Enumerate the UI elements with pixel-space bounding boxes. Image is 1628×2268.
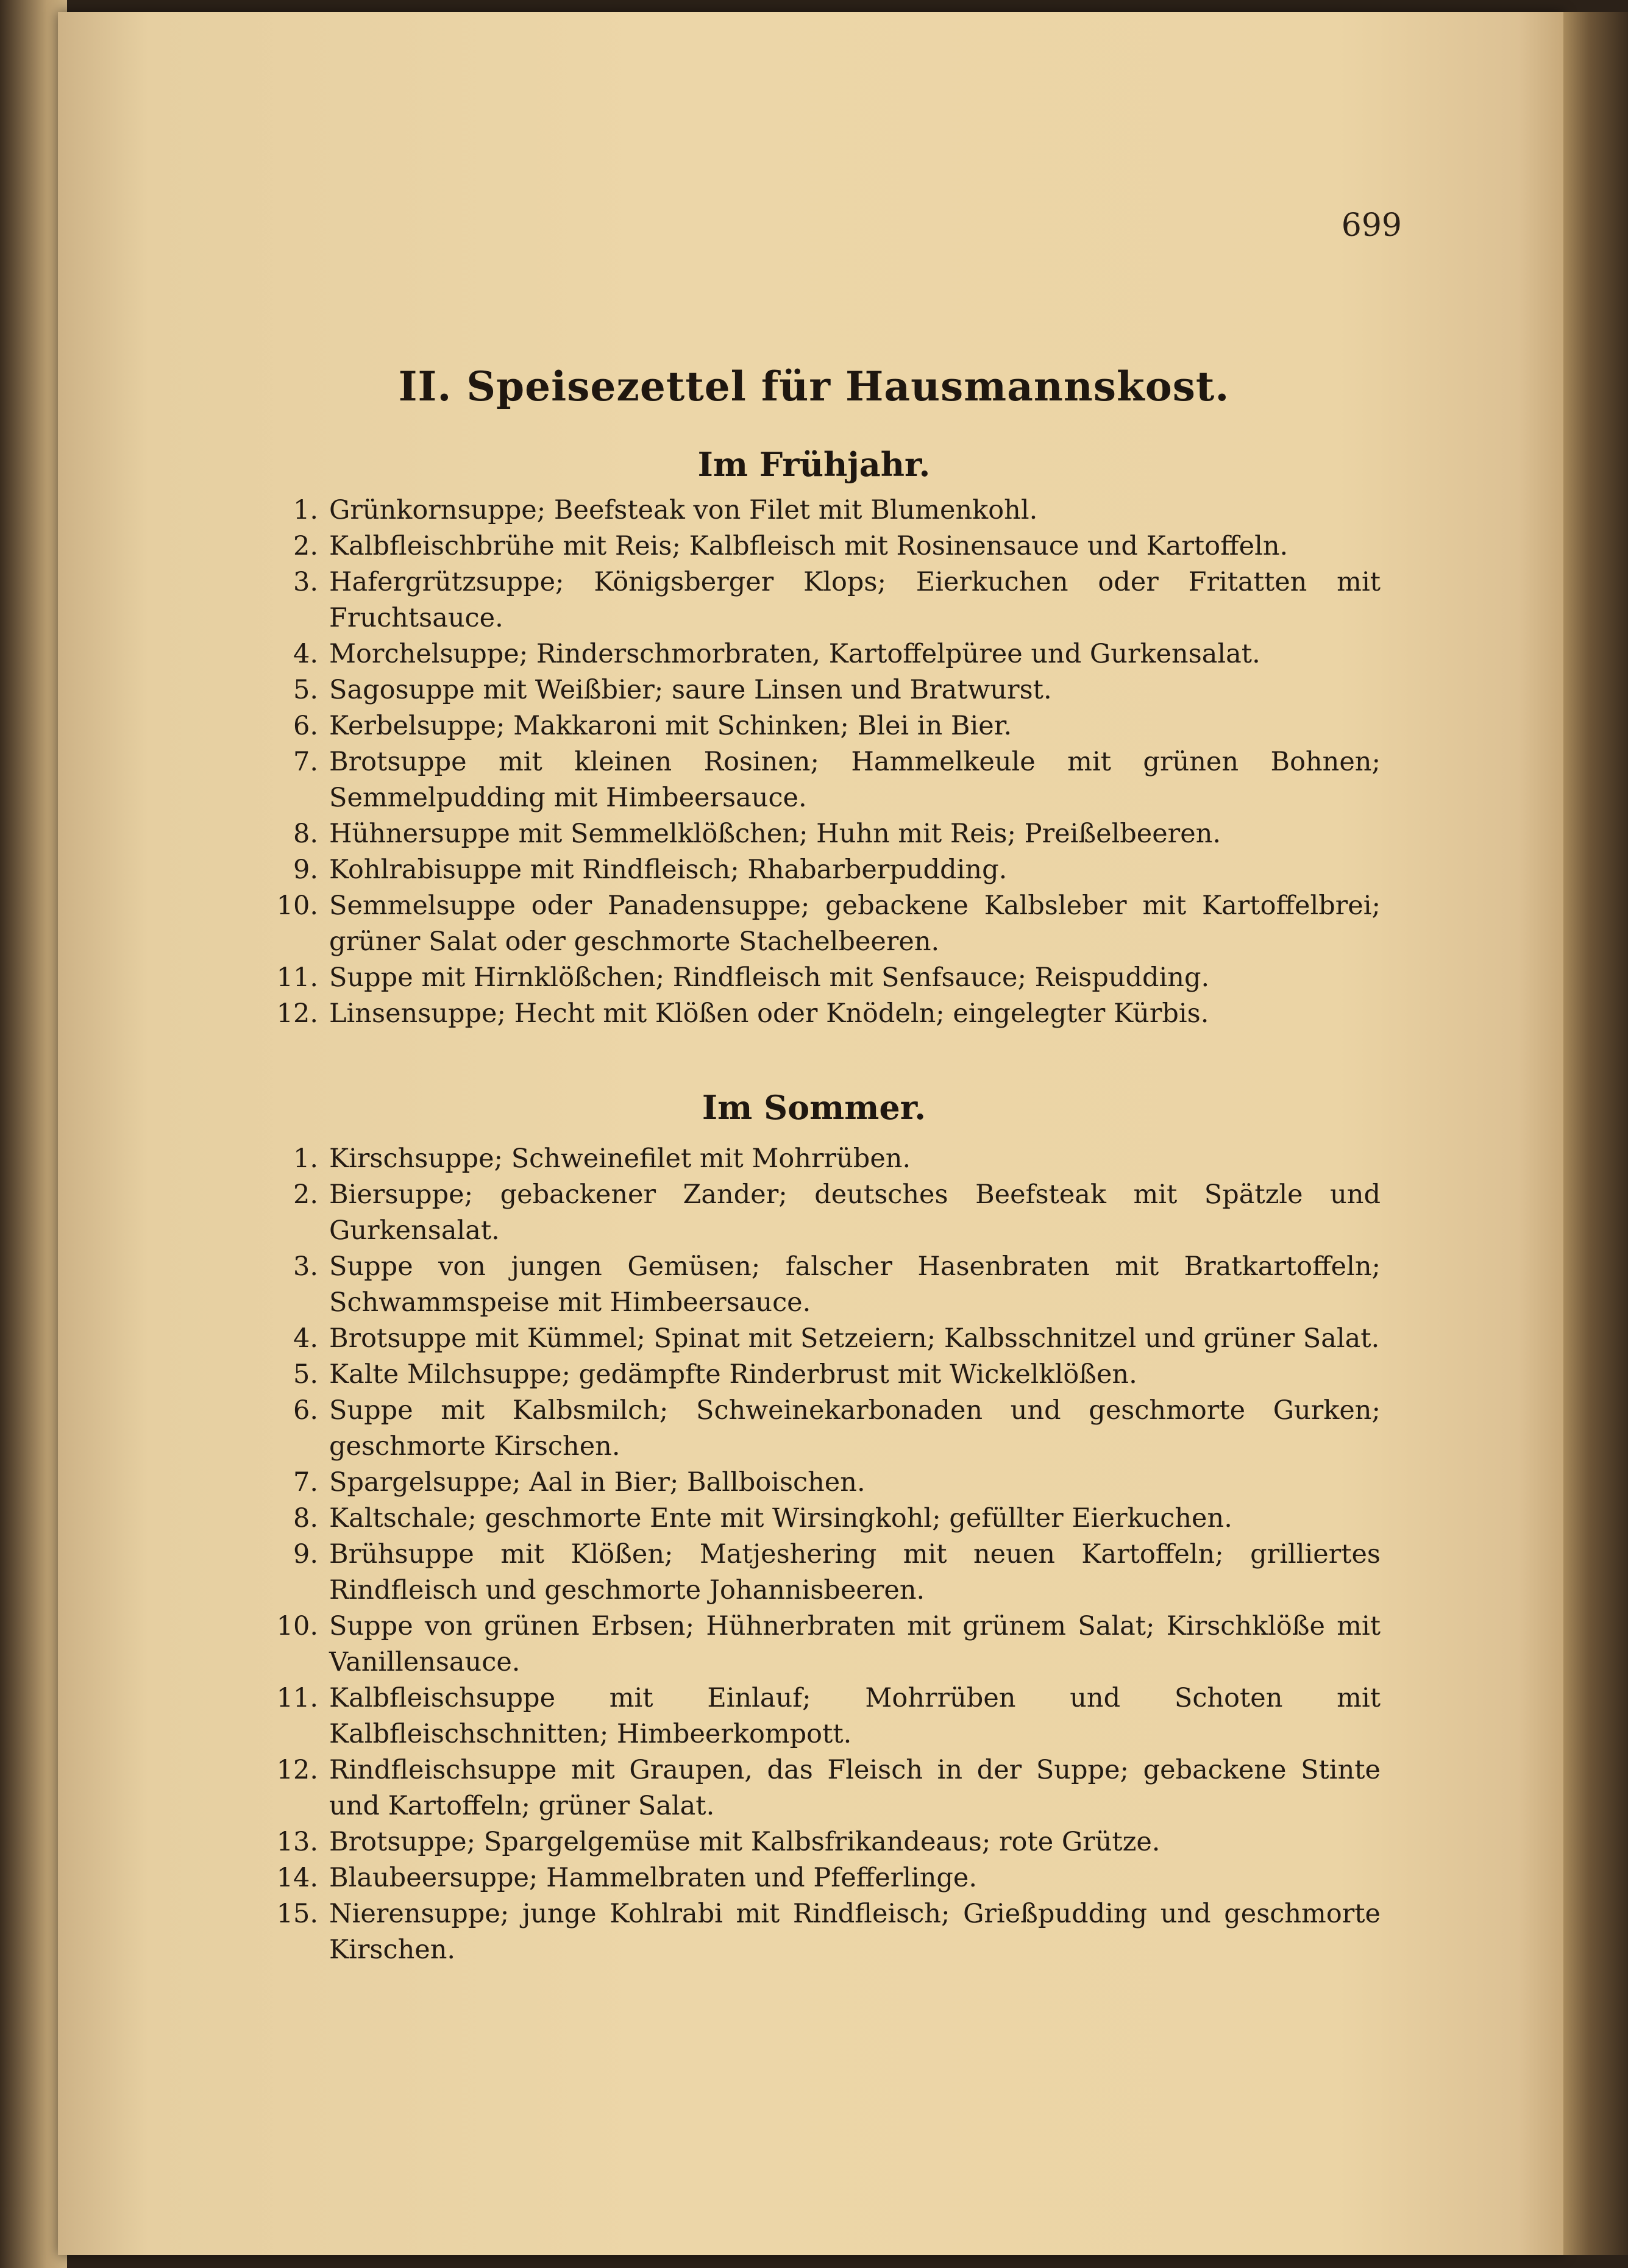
list-item (262, 1680, 1381, 1752)
list-item (262, 1177, 1381, 1249)
menu-list-spring (262, 492, 1381, 1032)
list-item (262, 1609, 1381, 1680)
item-number: 12. (276, 998, 318, 1029)
item-text: Biersuppe; gebackener Zander; deutsches Beefsteak mit Spätzle und Gurkensalat. (329, 1179, 1381, 1246)
list-item (262, 672, 1381, 708)
item-number: 8. (293, 1503, 318, 1534)
book-binding-left (0, 0, 67, 2268)
item-text: Kirschsuppe; Schweinefilet mit Mohrrüben. (329, 1143, 911, 1174)
item-text: Linsensuppe; Hecht mit Klößen oder Knödeln; eingelegter Kürbis. (329, 998, 1209, 1029)
item-text: Suppe von jungen Gemüsen; falscher Hasenbraten mit Bratkartoffeln; Schwammspeise mit Himbeersauce. (329, 1251, 1381, 1318)
item-text: Rindfleischsuppe mit Graupen, das Fleisch in der Suppe; gebackene Stinte und Kartoffeln; grüner Salat. (329, 1755, 1381, 1821)
item-text: Nierensuppe; junge Kohlrabi mit Rindfleisch; Grießpudding und geschmorte Kirschen. (329, 1899, 1381, 1965)
list-item (262, 888, 1381, 960)
item-number: 8. (293, 819, 318, 849)
list-item (262, 1357, 1381, 1393)
list-item (262, 564, 1381, 636)
item-text: Suppe von grünen Erbsen; Hühnerbraten mit grünem Salat; Kirschklöße mit Vanillensauce. (329, 1611, 1381, 1677)
item-text: Morchelsuppe; Rinderschmorbraten, Kartoffelpüree und Gurkensalat. (329, 639, 1260, 669)
item-number: 14. (276, 1863, 318, 1893)
menu-list-summer (262, 1141, 1381, 1968)
item-text: Suppe mit Kalbsmilch; Schweinekarbonaden und geschmorte Gurken; geschmorte Kirschen. (329, 1395, 1381, 1462)
item-text: Brühsuppe mit Klößen; Matjeshering mit neuen Kartoffeln; grilliertes Rindfleisch und geschmorte Johannisbeeren. (329, 1539, 1381, 1605)
list-item (262, 528, 1381, 564)
list-item (262, 1465, 1381, 1501)
list-item (262, 1824, 1381, 1860)
list-item (262, 1501, 1381, 1537)
item-number: 2. (293, 531, 318, 561)
item-number: 5. (293, 1359, 318, 1390)
item-text: Suppe mit Hirnklößchen; Rindfleisch mit Senfsauce; Reispudding. (329, 962, 1210, 993)
section-heading-summer: Im Sommer. (702, 1088, 926, 1127)
item-text: Kohlrabisuppe mit Rindfleisch; Rhabarberpudding. (329, 855, 1008, 885)
list-item (262, 1393, 1381, 1465)
list-item (262, 744, 1381, 816)
item-number: 7. (293, 1467, 318, 1498)
list-item (262, 1752, 1381, 1824)
item-text: Sagosuppe mit Weißbier; saure Linsen und Bratwurst. (329, 675, 1052, 705)
list-item (262, 708, 1381, 744)
list-item (262, 1860, 1381, 1896)
item-number: 13. (276, 1827, 318, 1857)
item-text: Kaltschale; geschmorte Ente mit Wirsingkohl; gefüllter Eierkuchen. (329, 1503, 1232, 1534)
item-number: 3. (293, 1251, 318, 1282)
item-number: 5. (293, 675, 318, 705)
list-item (262, 1537, 1381, 1609)
item-text: Brotsuppe mit Kümmel; Spinat mit Setzeiern; Kalbsschnitzel und grüner Salat. (329, 1323, 1380, 1354)
item-number: 1. (293, 495, 318, 525)
section-heading-spring: Im Frühjahr. (697, 445, 931, 484)
item-number: 10. (276, 890, 318, 921)
item-text: Grünkornsuppe; Beefsteak von Filet mit Blumenkohl. (329, 495, 1038, 525)
item-text: Spargelsuppe; Aal in Bier; Ballboischen. (329, 1467, 866, 1498)
item-text: Hafergrützsuppe; Königsberger Klops; Eierkuchen oder Fritatten mit Fruchtsauce. (329, 567, 1381, 633)
item-text: Blaubeersuppe; Hammelbraten und Pfefferlinge. (329, 1863, 978, 1893)
item-text: Kalbfleischbrühe mit Reis; Kalbfleisch mit Rosinensauce und Kartoffeln. (329, 531, 1289, 561)
list-item (262, 1321, 1381, 1357)
list-item (262, 816, 1381, 852)
item-number: 9. (293, 1539, 318, 1569)
item-number: 6. (293, 1395, 318, 1426)
item-number: 3. (293, 567, 318, 597)
item-number: 10. (276, 1611, 318, 1641)
page-title: II. Speisezettel für Hausmannskost. (398, 363, 1230, 410)
item-number: 7. (293, 747, 318, 777)
item-number: 12. (276, 1755, 318, 1785)
item-text: Kerbelsuppe; Makkaroni mit Schinken; Blei in Bier. (329, 711, 1012, 741)
item-number: 9. (293, 855, 318, 885)
item-number: 4. (293, 1323, 318, 1354)
list-item (262, 492, 1381, 528)
item-number: 15. (276, 1899, 318, 1929)
item-text: Hühnersuppe mit Semmelklößchen; Huhn mit Reis; Preißelbeeren. (329, 819, 1221, 849)
list-item (262, 636, 1381, 672)
item-number: 6. (293, 711, 318, 741)
item-text: Kalte Milchsuppe; gedämpfte Rinderbrust mit Wickelklößen. (329, 1359, 1137, 1390)
list-item (262, 996, 1381, 1032)
list-item (262, 1141, 1381, 1177)
item-number: 4. (293, 639, 318, 669)
page-edge-right (1563, 12, 1628, 2255)
item-number: 1. (293, 1143, 318, 1174)
item-text: Semmelsuppe oder Panadensuppe; gebackene Kalbsleber mit Kartoffelbrei; grüner Salat oder geschmorte Stachelbeeren. (329, 890, 1381, 957)
item-text: Brotsuppe mit kleinen Rosinen; Hammelkeule mit grünen Bohnen; Semmelpudding mit Himbeersauce. (329, 747, 1381, 813)
item-text: Brotsuppe; Spargelgemüse mit Kalbsfrikandeaus; rote Grütze. (329, 1827, 1161, 1857)
page-number: 699 (1341, 207, 1402, 244)
list-item (262, 960, 1381, 996)
list-item (262, 1249, 1381, 1321)
list-item (262, 852, 1381, 888)
list-item (262, 1896, 1381, 1968)
item-text: Kalbfleischsuppe mit Einlauf; Mohrrüben und Schoten mit Kalbfleischschnitten; Himbeerkompott. (329, 1683, 1381, 1749)
item-number: 2. (293, 1179, 318, 1210)
item-number: 11. (276, 962, 318, 993)
item-number: 11. (276, 1683, 318, 1713)
